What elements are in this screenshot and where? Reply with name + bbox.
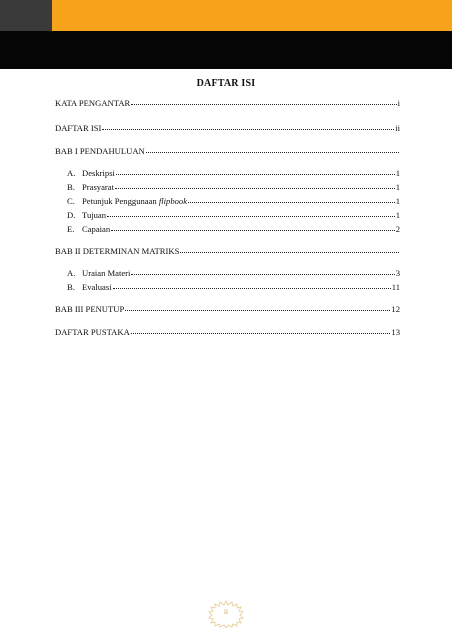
- toc-page-number: 1: [395, 168, 400, 178]
- toc-letter: D.: [67, 210, 76, 220]
- toc-entry-uraian-materi[interactable]: [67, 268, 400, 278]
- toc-entry-bab-1[interactable]: [55, 146, 400, 156]
- toc-page-number: 1: [395, 196, 400, 206]
- toc-page-number: ii: [395, 123, 400, 133]
- header-orange-band: [52, 0, 452, 31]
- toc-page-number: 11: [391, 282, 400, 292]
- toc-entry-bab-3[interactable]: [55, 304, 400, 314]
- toc-letter: A.: [67, 268, 76, 278]
- toc-page-number: i: [397, 98, 400, 108]
- toc-entry-kata-pengantar[interactable]: [55, 98, 400, 108]
- toc-label: DAFTAR PUSTAKA: [55, 327, 130, 337]
- toc-page-number: 12: [391, 304, 400, 314]
- toc-label: Evaluasi: [82, 282, 112, 292]
- toc-letter: A.: [67, 168, 76, 178]
- toc-label: Tujuan: [82, 210, 107, 220]
- toc-label-italic: flipbook: [158, 196, 188, 206]
- toc-leader-dots: [131, 267, 394, 275]
- toc-letter: B.: [67, 182, 75, 192]
- toc-letter: C.: [67, 196, 75, 206]
- toc-label: BAB III PENUTUP: [55, 304, 125, 314]
- toc-leader-dots: [125, 303, 390, 311]
- toc-entry-deskripsi[interactable]: [67, 168, 400, 178]
- toc-leader-dots: [131, 97, 396, 105]
- toc-leader-dots: [113, 281, 391, 289]
- toc-leader-dots: [111, 223, 395, 231]
- toc-label: Petunjuk Penggunaan: [82, 196, 159, 206]
- toc-label: Capaian: [82, 224, 111, 234]
- header-black-band: [0, 31, 452, 69]
- toc-label: Uraian Materi: [82, 268, 131, 278]
- toc-entry-tujuan[interactable]: [67, 210, 400, 220]
- toc-label: KATA PENGANTAR: [55, 98, 131, 108]
- toc-entry-bab-2[interactable]: [55, 246, 400, 256]
- toc-entry-capaian[interactable]: [67, 224, 400, 234]
- toc-leader-dots: [115, 181, 395, 189]
- toc-entry-daftar-isi[interactable]: [55, 123, 400, 133]
- toc-letter: B.: [67, 282, 75, 292]
- page-title: DAFTAR ISI: [196, 78, 256, 89]
- toc-label: Deskripsi: [82, 168, 115, 178]
- toc-leader-dots: [180, 245, 399, 253]
- toc-page-number: 1: [395, 182, 400, 192]
- toc-leader-dots: [146, 145, 399, 153]
- toc-entry-petunjuk[interactable]: [67, 196, 400, 206]
- toc-page-number: 13: [391, 327, 400, 337]
- toc-page-number: 3: [395, 268, 400, 278]
- toc-entry-evaluasi[interactable]: [67, 282, 400, 292]
- toc-letter: E.: [67, 224, 75, 234]
- header-dark-block: [0, 0, 52, 31]
- toc-leader-dots: [107, 209, 395, 217]
- toc-leader-dots: [131, 326, 391, 334]
- toc-entry-prasyarat[interactable]: [67, 182, 400, 192]
- page-number: ii: [224, 608, 228, 616]
- toc-label: BAB I PENDAHULUAN: [55, 146, 145, 156]
- toc-page-number: 2: [395, 224, 400, 234]
- toc-leader-dots: [102, 122, 394, 130]
- toc-label: Prasyarat: [82, 182, 114, 192]
- toc-leader-dots: [188, 195, 395, 203]
- toc-label: BAB II DETERMINAN MATRIKS: [55, 246, 180, 256]
- toc-entry-daftar-pustaka[interactable]: [55, 327, 400, 337]
- toc-leader-dots: [116, 167, 395, 175]
- toc-page-number: 1: [395, 210, 400, 220]
- toc-label: DAFTAR ISI: [55, 123, 102, 133]
- page-number-badge: [208, 600, 244, 628]
